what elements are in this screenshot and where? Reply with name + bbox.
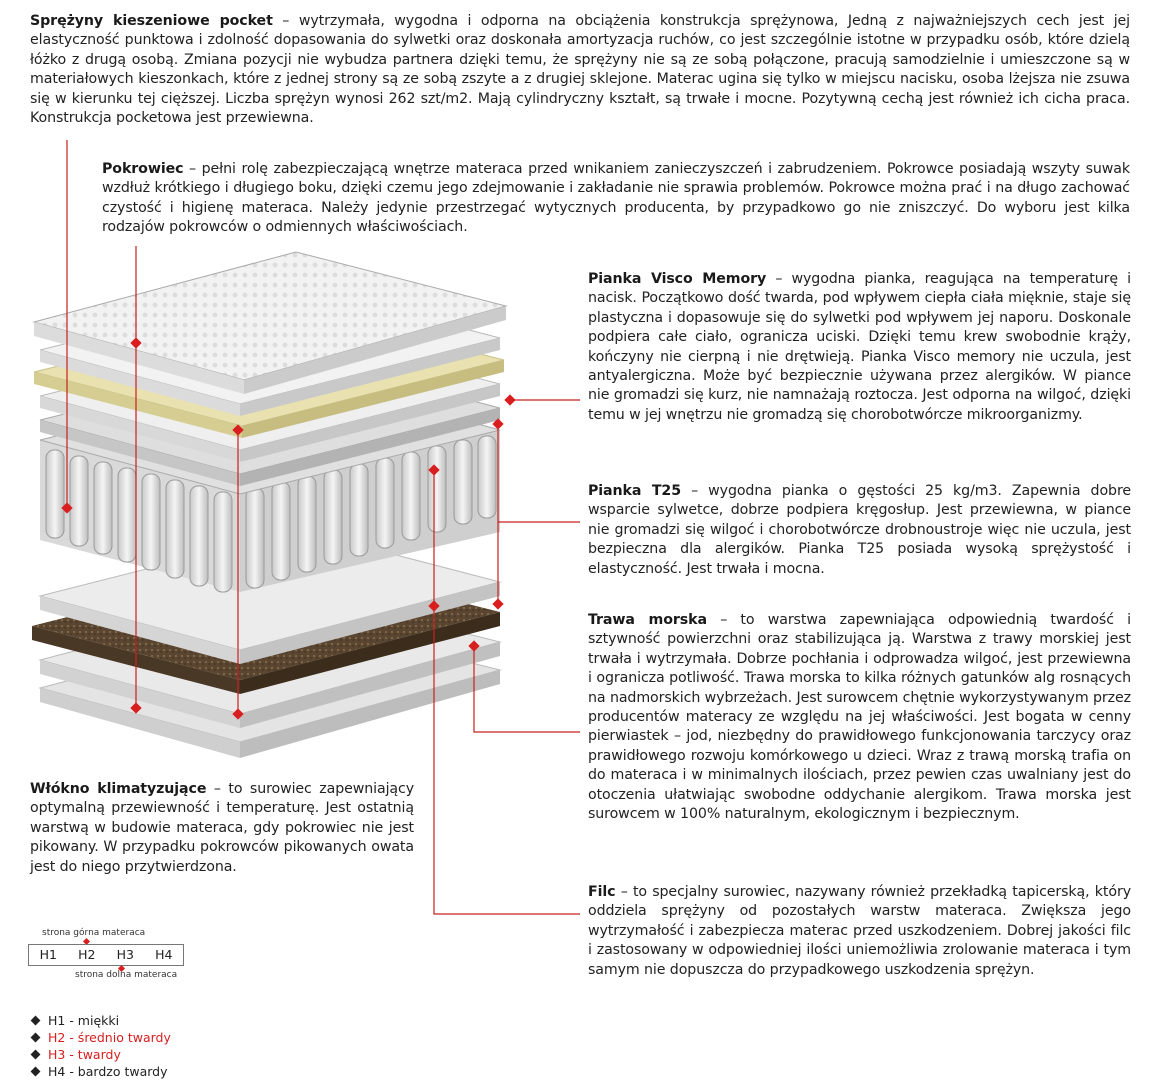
diamond-bullet-icon <box>31 1067 41 1077</box>
section-t25-foam <box>588 482 1131 579</box>
seaweed-layer <box>32 560 500 694</box>
legend-label: H1 - miękki <box>48 1013 120 1028</box>
scale-cell-h2: H2 <box>78 947 96 962</box>
scale-bottom-label: strona dolna materaca <box>75 970 178 980</box>
section-pocket-springs <box>30 12 1130 128</box>
section-climate-fiber <box>30 780 414 877</box>
section-title: Włókno klimatyzujące <box>30 781 207 797</box>
legend-label: H3 - twardy <box>48 1047 121 1062</box>
section-title: Sprężyny kieszeniowe pocket <box>30 13 273 29</box>
section-seaweed <box>588 611 1131 824</box>
section-felt <box>588 883 1131 980</box>
section-text: – to surowiec zapewniający optymalną przewiewność i temperaturę. Jest ostatnią warstwą w budowie materaca, gdy pokrowiec nie jest pikowany. W przypadku pokrowców pikowanych owata jest do niego przytwierdzona. <box>30 781 414 875</box>
hardness-scale <box>28 944 184 966</box>
section-text: – pełni rolę zabezpieczającą wnętrze materaca przed wnikaniem zanieczyszczeń i zabrudzeniem. Pokrowce posiadają wszyty suwak wzdłuż krótkiego i długiego boku, dzięki czemu jego zdejmowanie i zakładanie nie sprawia problemów. Pokrowce można prać i na długo zachować czystość i higienę materaca. Należy jedynie przestrzegać wytycznych producenta, by przypadkowo go nie zniszczyć. Do wyboru jest kilka rodzajów pokrowców o odmiennych właściwościach. <box>102 161 1130 236</box>
fiber-layer-top <box>40 286 500 416</box>
section-visco-memory <box>588 270 1131 425</box>
leader-markers <box>61 337 515 719</box>
legend-label: H4 - bardzo twardy <box>48 1064 168 1079</box>
section-title: Pianka Visco Memory <box>588 271 767 287</box>
legend-label: H2 - średnio twardy <box>48 1030 171 1045</box>
section-title: Filc <box>588 884 616 900</box>
felt-layer-top <box>40 356 500 486</box>
legend-item-h2 <box>30 1029 171 1046</box>
section-text: – wytrzymała, wygodna i odporna na obciążenia konstrukcja sprężynowa, Jedną z najważniejszych cech jest jej elastyczność punktowa i zdolność dopasowania do sylwetki oraz doskonała amortyzacja ruchów, co jest szczególnie istotne w przypadku osób, które dzielą łóżko z drugą osobą. Zmiana pozycji nie wybudza partnera dzięki temu, że sprężyny nie są ze sobą połączone, pracują samodzielnie i umieszczone są w materiałowych kieszonkach, które z jednej strony są ze sobą zszyte a z drugiej sklejone. Materac ugina się tylko w miejscu nacisku, osoba lżejsza nie zsuwa się w kierunku tej cięższej. Liczba sprężyn wynosi 262 szt/m2. Mają cylindryczny kształt, są trwałe i mocne. Pozytywną cechą jest również ich cicha praca. Konstrukcja pocketowa jest przewiewna. <box>30 13 1131 127</box>
t25-foam-bottom <box>40 530 500 664</box>
t25-foam-top <box>40 332 500 462</box>
hardness-legend <box>30 1012 171 1080</box>
felt-layer-bottom <box>40 592 500 728</box>
scale-cell-h4: H4 <box>155 947 173 962</box>
scale-cell-h3: H3 <box>116 947 134 962</box>
quilted-cover-layer <box>34 252 506 394</box>
section-text: – to specjalny surowiec, nazywany również przekładką tapicerską, który oddziela sprężyny od pozostałych warstw materaca. Zwiększa jego wytrzymałość i zabezpiecza materac przed uszkodzeniem. Dobrej jakości filc i zastosowany w odpowiedniej ilości uniemożliwia zrolowanie materaca i tym samym nie dopuszcza do przypadkowego uszkodzenia sprężyn. <box>588 884 1131 978</box>
legend-item-h3 <box>30 1046 171 1063</box>
diamond-bullet-icon <box>31 1050 41 1060</box>
pocket-springs-block <box>40 376 500 592</box>
section-text: – wygodna pianka o gęstości 25 kg/m3. Zapewnia dobre wsparcie sylwetce, dobrze podpiera kręgosłup. Jest przewiewna, w piance nie gromadzi się wilgoć i chorobotwórcze drobnoustroje więc nie uczula, jest bezpieczna dla alergików. Pianka T25 posiada wysoką sprężystość i elastyczność. Jest trwała i mocna. <box>588 483 1131 577</box>
section-title: Pianka T25 <box>588 483 681 499</box>
section-text: – wygodna pianka, reagująca na temperaturę i nacisk. Początkowo dość twarda, pod wpływem ciepła ciała mięknie, staje się plastyczna i dopasowuje się do sylwetki pod wpływem jej naporu. Doskonale podpiera całe ciało, ogranicza uciski. Dzięki temu krew swobodnie krąży, kończyny nie cierpną i nie drętwieją. Pianka Visco memory nie uczula, jest antyalergiczna. Może być bezpiecznie używana przez alergików. W piance nie gromadzi się kurz, nie namnażają roztocza. Jest odporna na wilgoć, dzięki temu w jej wnętrzu nie gromadzą się chorobotwórcze mikroorganizmy. <box>588 271 1131 423</box>
diamond-bullet-icon <box>31 1033 41 1043</box>
visco-foam-layer <box>34 308 504 438</box>
section-cover <box>102 160 1130 238</box>
fiber-layer-bottom <box>40 620 500 758</box>
diamond-bullet-icon <box>31 1016 41 1026</box>
section-title: Pokrowiec <box>102 161 184 177</box>
legend-item-h4 <box>30 1063 171 1080</box>
section-title: Trawa morska <box>588 612 707 628</box>
scale-cell-h1: H1 <box>39 947 57 962</box>
section-text: – to warstwa zapewniająca odpowiednią twardość i sztywność powierzchni oraz stabilizująca ją. Warstwa z trawy morskiej jest trwała i wytrzymała. Dobrze pochłania i odprowadza wilgoć, jest przewiewna i ogranicza potliwość. Trawa morska to kilka różnych gatunków alg rosnących na nadmorskich wybrzeżach. Jest surowcem chętnie wykorzystywanym przez producentów materacy ze względu na jej właściwości. Jest bogata w cenny pierwiastek – jod, niezbędny do prawidłowego funkcjonowania tarczycy oraz prawidłowego rozwoju komórkowego u dzieci. Wraz z trawą morską trafia on do materaca i w minimalnych ilościach, przez pewien czas uwalniany jest do otoczenia ułatwiając swobodne oddychanie alergikom. Trawa morska jest surowcem w 100% naturalnym, ekologicznym i bezpiecznym. <box>588 612 1131 823</box>
legend-item-h1 <box>30 1012 171 1029</box>
scale-top-label: strona górna materaca <box>42 928 146 938</box>
